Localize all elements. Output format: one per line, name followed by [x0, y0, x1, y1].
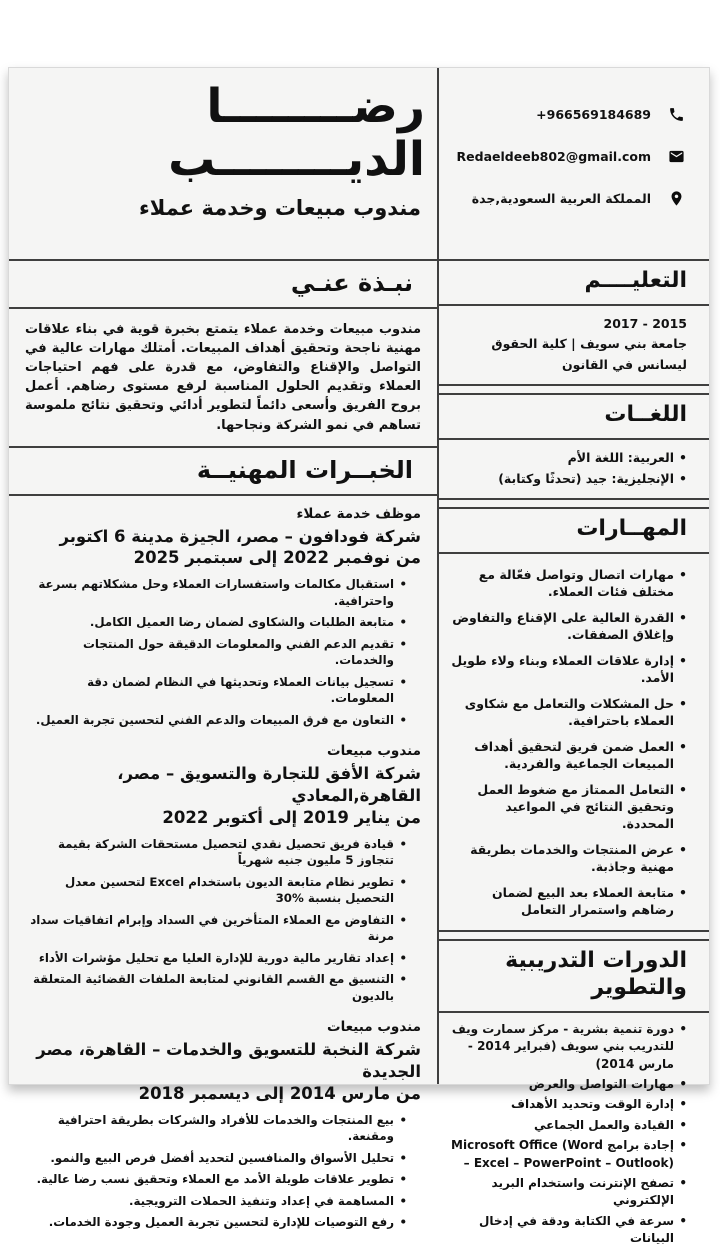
job-bullet: • تطوير نظام متابعة الديون باستخدام Excel لتحسين معدل التحصيل بنسبة %30 [21, 874, 407, 907]
language-item: • الإنجليزية: جيد (تحدثًا وكتابة) [449, 469, 687, 488]
education-degree: ليسانس في القانون [562, 357, 687, 373]
job-bullet: • المساهمة في إعداد وتنفيذ الحملات الترويجية. [21, 1193, 407, 1210]
skills-body [439, 554, 709, 932]
training-item: • إجادة برامج Microsoft Office (Word – Excel – PowerPoint – Outlook) [449, 1137, 687, 1172]
job-bullet: • تطوير علاقات طويلة الأمد مع العملاء وتحقيق نسب رضا عالية. [21, 1171, 407, 1188]
skill-item: • القدرة العالية على الإقناع والتفاوض وإغلاق الصفقات. [449, 609, 687, 643]
job-bullet: • إعداد تقارير مالية دورية للإدارة العليا مع تحليل مؤشرات الأداء [21, 950, 407, 967]
languages-section [439, 393, 709, 501]
training-list [449, 1021, 687, 1248]
location-text: المملكة العربية السعودية,جدة [471, 191, 651, 206]
job-bullet: • بيع المنتجات والخدمات للأفراد والشركات بطريقة احترافية ومقنعة. [21, 1112, 407, 1145]
job-bullet: • تحليل الأسواق والمنافسين لتحديد أفضل فرص البيع والنمو. [21, 1150, 407, 1167]
education-period: 2015 - 2017 [603, 315, 687, 331]
languages-body [439, 440, 709, 501]
training-item: • سرعة في الكتابة ودقة في إدخال البيانات [449, 1213, 687, 1248]
skill-item: • التعامل الممتاز مع ضغوط العمل وتحقيق النتائج في المواعيد المحددة. [449, 781, 687, 832]
about-heading: نبـذة عنـي [9, 259, 437, 309]
job-entry [21, 506, 421, 729]
person-name-line2: الديــــــــب [168, 132, 425, 188]
job-bullet: • قيادة فريق تحصيل نقدي لتحصيل مستحقات الشركة بقيمة تتجاوز 5 مليون جنيه شهرياً [21, 836, 407, 869]
contact-phone-row [449, 106, 685, 123]
job-period: من يناير 2019 إلى أكتوبر 2022 [162, 807, 421, 827]
job-bullet-list [21, 836, 421, 1005]
job-bullet: • متابعة الطلبات والشكاوى لضمان رضا العميل الكامل. [21, 614, 407, 631]
email-address: Redaeldeeb802@gmail.com [456, 149, 651, 164]
job-company: شركة الأفق للتجارة والتسويق – مصر، القاهرة,المعادي [117, 764, 421, 806]
job-company: شركة فودافون – مصر، الجيزة مدينة 6 اكتوبر [59, 526, 421, 546]
job-company: شركة النخبة للتسويق والخدمات – القاهرة، مصر الجديدة [36, 1040, 421, 1082]
training-item: • إدارة الوقت وتحديد الأهداف [449, 1096, 687, 1113]
language-item: • العربية: اللغة الأم [449, 448, 687, 467]
language-list [449, 448, 687, 489]
skill-item: • عرض المنتجات والخدمات بطريقة مهنية وجاذبة. [449, 841, 687, 875]
person-role: مندوب مبيعات وخدمة عملاء [139, 196, 421, 221]
experience-heading: الخبــرات المهنيــة [9, 446, 437, 496]
job-period: من نوفمبر 2022 إلى سبتمبر 2025 [133, 548, 421, 568]
phone-icon [668, 106, 685, 123]
job-entry [21, 1019, 421, 1230]
education-heading: التعليــــم [439, 259, 709, 306]
person-name [19, 80, 425, 186]
job-bullet-list [21, 1112, 421, 1231]
job-entry [21, 743, 421, 1004]
training-item: • مهارات التواصل والعرض [449, 1076, 687, 1093]
job-title: موظف خدمة عملاء [296, 505, 421, 522]
job-title: مندوب مبيعات [327, 743, 421, 760]
education-section [439, 259, 709, 386]
experience-section [9, 446, 437, 1231]
skill-list [449, 566, 687, 918]
skill-item: • متابعة العملاء بعد البيع لضمان رضاهم واستمرار التعامل [449, 884, 687, 918]
job-bullet: • تسجيل بيانات العملاء وتحديثها في النظام لضمان دقة المعلومات. [21, 674, 407, 707]
map-pin-icon [668, 190, 685, 207]
job-period: من مارس 2014 إلى ديسمبر 2018 [138, 1083, 421, 1103]
job-bullet: • التفاوض مع العملاء المتأخرين في السداد وإبرام اتفاقيات سداد مرنة [21, 912, 407, 945]
languages-heading: اللغــات [439, 393, 709, 440]
main-column [9, 68, 437, 1230]
phone-number: +966569184689 [536, 107, 651, 122]
skill-item: • مهارات اتصال وتواصل فعّالة مع مختلف فئات العملاء. [449, 566, 687, 600]
skill-item: • حل المشكلات والتعامل مع شكاوى العملاء باحترافية. [449, 695, 687, 729]
training-item: • دورة تنمية بشرية - مركز سمارت ويف للتدريب بني سويف (فبراير 2014 - مارس 2014) [449, 1021, 687, 1073]
job-title: مندوب مبيعات [327, 1019, 421, 1036]
job-bullet: • التنسيق مع القسم القانوني لمتابعة الملفات القضائية المتعلقة بالديون [21, 971, 407, 1004]
skills-section [439, 507, 709, 932]
about-section [9, 259, 437, 446]
education-school: جامعة بني سويف | كلية الحقوق [491, 336, 687, 352]
training-body [439, 1013, 709, 1258]
person-name-line1: رضــــــــا [206, 79, 425, 134]
job-bullet: • تقديم الدعم الفني والمعلومات الدقيقة حول المنتجات والخدمات. [21, 636, 407, 669]
sidebar [437, 68, 709, 1246]
envelope-icon [668, 148, 685, 165]
contact-block [439, 68, 709, 259]
identity-block [9, 68, 437, 259]
about-text: مندوب مبيعات وخدمة عملاء يتمتع بخبرة قوية في بناء علاقات مهنية ناجحة وتحقيق أهداف المبيعات. أمتلك مهارات عالية في التواصل والإقناع والتفاوض، مع قدرة على فهم احتياجات العملاء وتقديم الحلول المناسبة لرفع مستوى رضاهم. أعمل بروح الفريق وأسعى دائماً لتطوير أدائي وتحقيق نتائج ملموسة تساهم في نمو الشركة ونجاحها. [25, 322, 421, 433]
contact-email-row [449, 148, 685, 165]
job-bullet: • رفع التوصيات للإدارة لتحسين تجربة العميل وجودة الخدمات. [21, 1214, 407, 1231]
training-section [439, 939, 709, 1258]
job-bullet: • التعاون مع فرق المبيعات والدعم الفني لتحسين تجربة العميل. [21, 712, 407, 729]
skills-heading: المهــارات [439, 507, 709, 554]
contact-location-row [449, 190, 685, 207]
job-bullet-list [21, 576, 421, 728]
training-heading: الدورات التدريبية والتطوير [439, 939, 709, 1013]
training-item: • القيادة والعمل الجماعي [449, 1117, 687, 1134]
skill-item: • العمل ضمن فريق لتحقيق أهداف المبيعات الجماعية والفردية. [449, 738, 687, 772]
skill-item: • إدارة علاقات العملاء وبناء ولاء طويل الأمد. [449, 652, 687, 686]
job-list [9, 496, 437, 1231]
education-body [439, 306, 709, 386]
job-bullet: • استقبال مكالمات واستفسارات العملاء وحل مشكلاتهم بسرعة واحترافية. [21, 576, 407, 609]
training-item: • تصفح الإنترنت واستخدام البريد الإلكتروني [449, 1175, 687, 1210]
resume-page [8, 67, 710, 1246]
